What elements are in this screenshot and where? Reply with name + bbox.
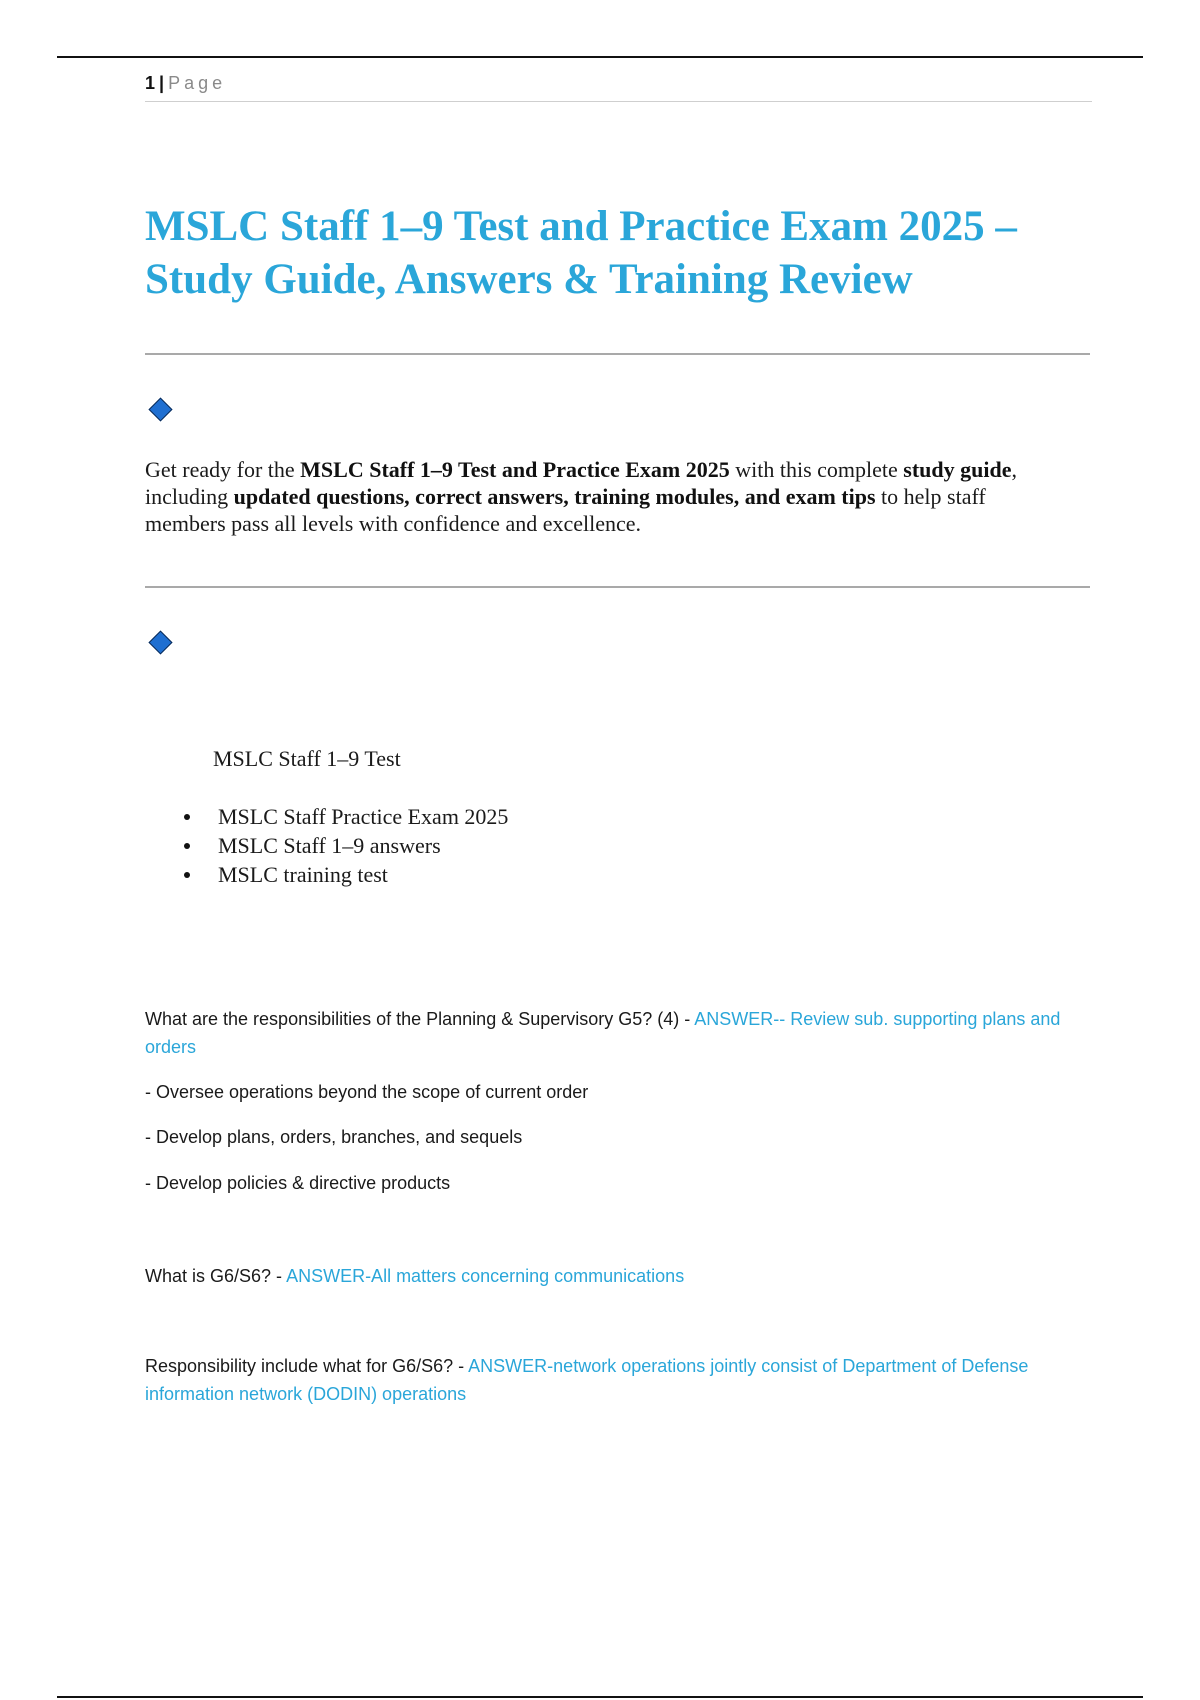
list-item-text: MSLC training test <box>218 862 388 887</box>
intro-text: , including <box>145 457 1017 509</box>
qa-item <box>145 1262 1085 1290</box>
page-header <box>145 73 1092 102</box>
answer-line: - Develop policies & directive products <box>145 1173 451 1193</box>
intro-paragraph <box>145 456 1060 537</box>
answer-text: ANSWER-- Review sub. supporting plans and orders <box>145 1009 1061 1057</box>
bullet-icon <box>184 872 190 878</box>
bullet-icon <box>184 814 190 820</box>
answer-line: - Develop plans, orders, branches, and sequels <box>145 1127 523 1147</box>
keywords-list <box>180 802 508 889</box>
intro-text: with this complete <box>729 457 904 482</box>
intro-text: to help staff members pass all levels with confidence and excellence. <box>145 484 986 536</box>
qa-item <box>145 1352 1085 1408</box>
question-text: What is G6/S6? - <box>145 1266 287 1286</box>
question-text: What are the responsibilities of the Planning & Supervisory G5? (4) - <box>145 1009 695 1029</box>
page-label: Page <box>168 73 227 93</box>
intro-bold-exam-name: MSLC Staff 1–9 Test and Practice Exam 2025 <box>300 457 730 482</box>
list-item-text: MSLC Staff Practice Exam 2025 <box>218 804 509 829</box>
answer-text: ANSWER-network operations jointly consist of Department of Defense information network (DODIN) operations <box>145 1356 1029 1404</box>
page-separator: | <box>159 73 165 93</box>
divider <box>145 353 1090 355</box>
intro-bold-study-guide: study guide <box>903 457 1012 482</box>
keywords-heading: MSLC Staff 1–9 Test <box>213 746 401 771</box>
list-item <box>180 802 508 831</box>
document-title: MSLC Staff 1–9 Test and Practice Exam 2025 – Study Guide, Answers & Training Review <box>145 203 1017 303</box>
question-text: Responsibility include what for G6/S6? - <box>145 1356 469 1376</box>
answer-text: ANSWER-All matters concerning communications <box>286 1266 685 1286</box>
intro-text: Get ready for the <box>145 457 301 482</box>
diamond-bullet-icon <box>148 630 172 654</box>
page-number: 1 <box>145 73 156 93</box>
qa-item <box>145 1005 1085 1061</box>
bottom-rule <box>57 1696 1143 1698</box>
list-item-text: MSLC Staff 1–9 answers <box>218 833 441 858</box>
answer-line: - Oversee operations beyond the scope of current order <box>145 1082 589 1102</box>
bullet-icon <box>184 843 190 849</box>
divider <box>145 586 1090 588</box>
diamond-bullet-icon <box>148 397 172 421</box>
list-item <box>180 860 508 889</box>
top-rule <box>57 56 1143 58</box>
list-item <box>180 831 508 860</box>
intro-bold-contents: updated questions, correct answers, training modules, and exam tips <box>233 484 876 509</box>
